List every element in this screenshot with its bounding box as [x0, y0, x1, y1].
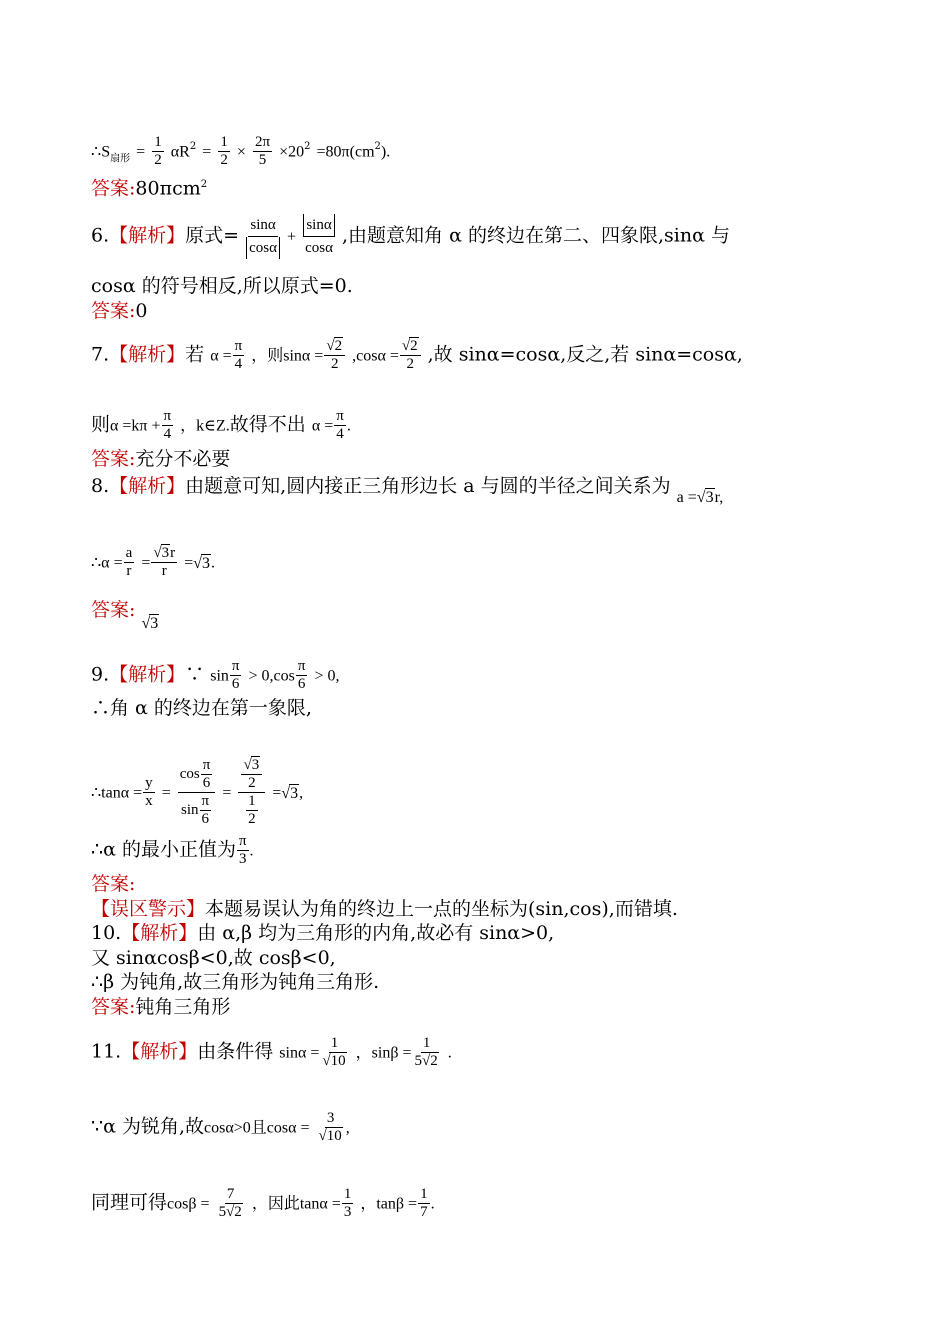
sector-area-formula: $\therefore S_{扇形}$ = $\frac{1}{2}$ $\alpha R^2$ = $\frac{1}{2}$ × $\frac{2\pi}{5}$ $\times 20^2 =80\pi(cm^2)$. [91, 134, 391, 168]
answer-label: 答案: [91, 996, 136, 1018]
question-8-line-1: 8.【解析】由题意可知,圆内接正三角形边长 a 与圆的半径之间关系为 $_{a =√3r,}$ [91, 475, 724, 506]
warning-tag: 【误区警示】 [91, 898, 206, 920]
answer-5: 答案:80πcm$^2$ [91, 177, 208, 200]
question-11-line-1: 11.【解析】由条件得 sinα = $\frac{1}{√10}$ ，sinβ = $\frac{1}{5√2}$ . [91, 1035, 452, 1069]
answer-10: 答案:钝角三角形 [91, 996, 231, 1018]
analysis-tag: 【解析】 [121, 922, 198, 944]
warning-note: 【误区警示】本题易误认为角的终边上一点的坐标为(sin,cos),而错填. [91, 898, 678, 920]
question-10-line-2: 又 sinαcosβ<0,故 cosβ<0, [91, 947, 336, 969]
answer-label: 答案: [91, 448, 136, 470]
question-8-line-2: ∴α = $\frac{a}{r}$ = $\frac{√3r}{r}$ =√3. [91, 545, 215, 579]
answer-6: 答案:0 [91, 300, 148, 322]
answer-label: 答案: [91, 177, 136, 200]
answer-label: 答案: [91, 300, 136, 322]
analysis-tag: 【解析】 [109, 475, 186, 497]
question-9-line-2: ∴角 α 的终边在第一象限, [91, 697, 312, 719]
answer-8: 答案: $_{√3}$ [91, 599, 159, 632]
analysis-tag: 【解析】 [109, 224, 186, 247]
question-10-line-3: ∴β 为钝角,故三角形为钝角三角形. [91, 971, 380, 993]
question-9-line-4: ∴α 的最小正值为 $\frac{\pi}{3}$ . [91, 833, 254, 867]
question-10-line-1: 10.【解析】由 α,β 均为三角形的内角,故必有 sinα>0, [91, 922, 555, 944]
answer-label: 答案: [91, 873, 136, 895]
question-9-line-1: 9.【解析】∵ sin $\frac{\pi}{6}$ > 0,cos $\frac{\pi}{6}$ > 0, [91, 658, 340, 692]
question-6-line-1: 6.【解析】原式= $\frac{\sin\alpha}{\cos\alpha}$ + $\frac{\sin\alpha}{\cos\alpha}$ ,由题意知角 α 的终边在第二、四象限,sinα 与 [91, 214, 730, 259]
answer-label: 答案: [91, 599, 136, 621]
question-11-line-2: ∵α 为锐角,故cosα>0且cosα = $\frac{3}{√10}$ , [91, 1110, 350, 1144]
question-9-tan-formula: ∴tanα = $\frac{y}{x}$ = cos $\frac{\pi}{6}$ sin $\frac{\pi}{6}$ = $\frac{\frac{√3}{2}}{\frac{1}{2}}$ =√3, [91, 757, 304, 827]
analysis-tag: 【解析】 [109, 343, 186, 366]
answer-7: 答案:充分不必要 [91, 448, 231, 470]
question-11-line-3: 同理可得cosβ = $\frac{7}{5√2}$ ，因此tanα = $\frac{1}{3}$ ，tanβ = $\frac{1}{7}$ . [91, 1186, 435, 1220]
question-7-line-1: 7.【解析】若 α = $\frac{\pi}{4}$ ，则sinα = $\frac{√2}{2}$ ,cosα = $\frac{√2}{2}$ ,故 sinα=cosα,反之,若 sinα=cosα, [91, 338, 743, 372]
answer-9 [91, 872, 135, 896]
question-6-line-2: cosα 的符号相反,所以原式=0. [91, 275, 353, 297]
analysis-tag: 【解析】 [109, 663, 186, 686]
question-7-line-2: 则α =kπ + $\frac{\pi}{4}$ ，k∈Z.故得不出 α = $\frac{\pi}{4}$ . [91, 408, 351, 442]
analysis-tag: 【解析】 [121, 1040, 198, 1063]
